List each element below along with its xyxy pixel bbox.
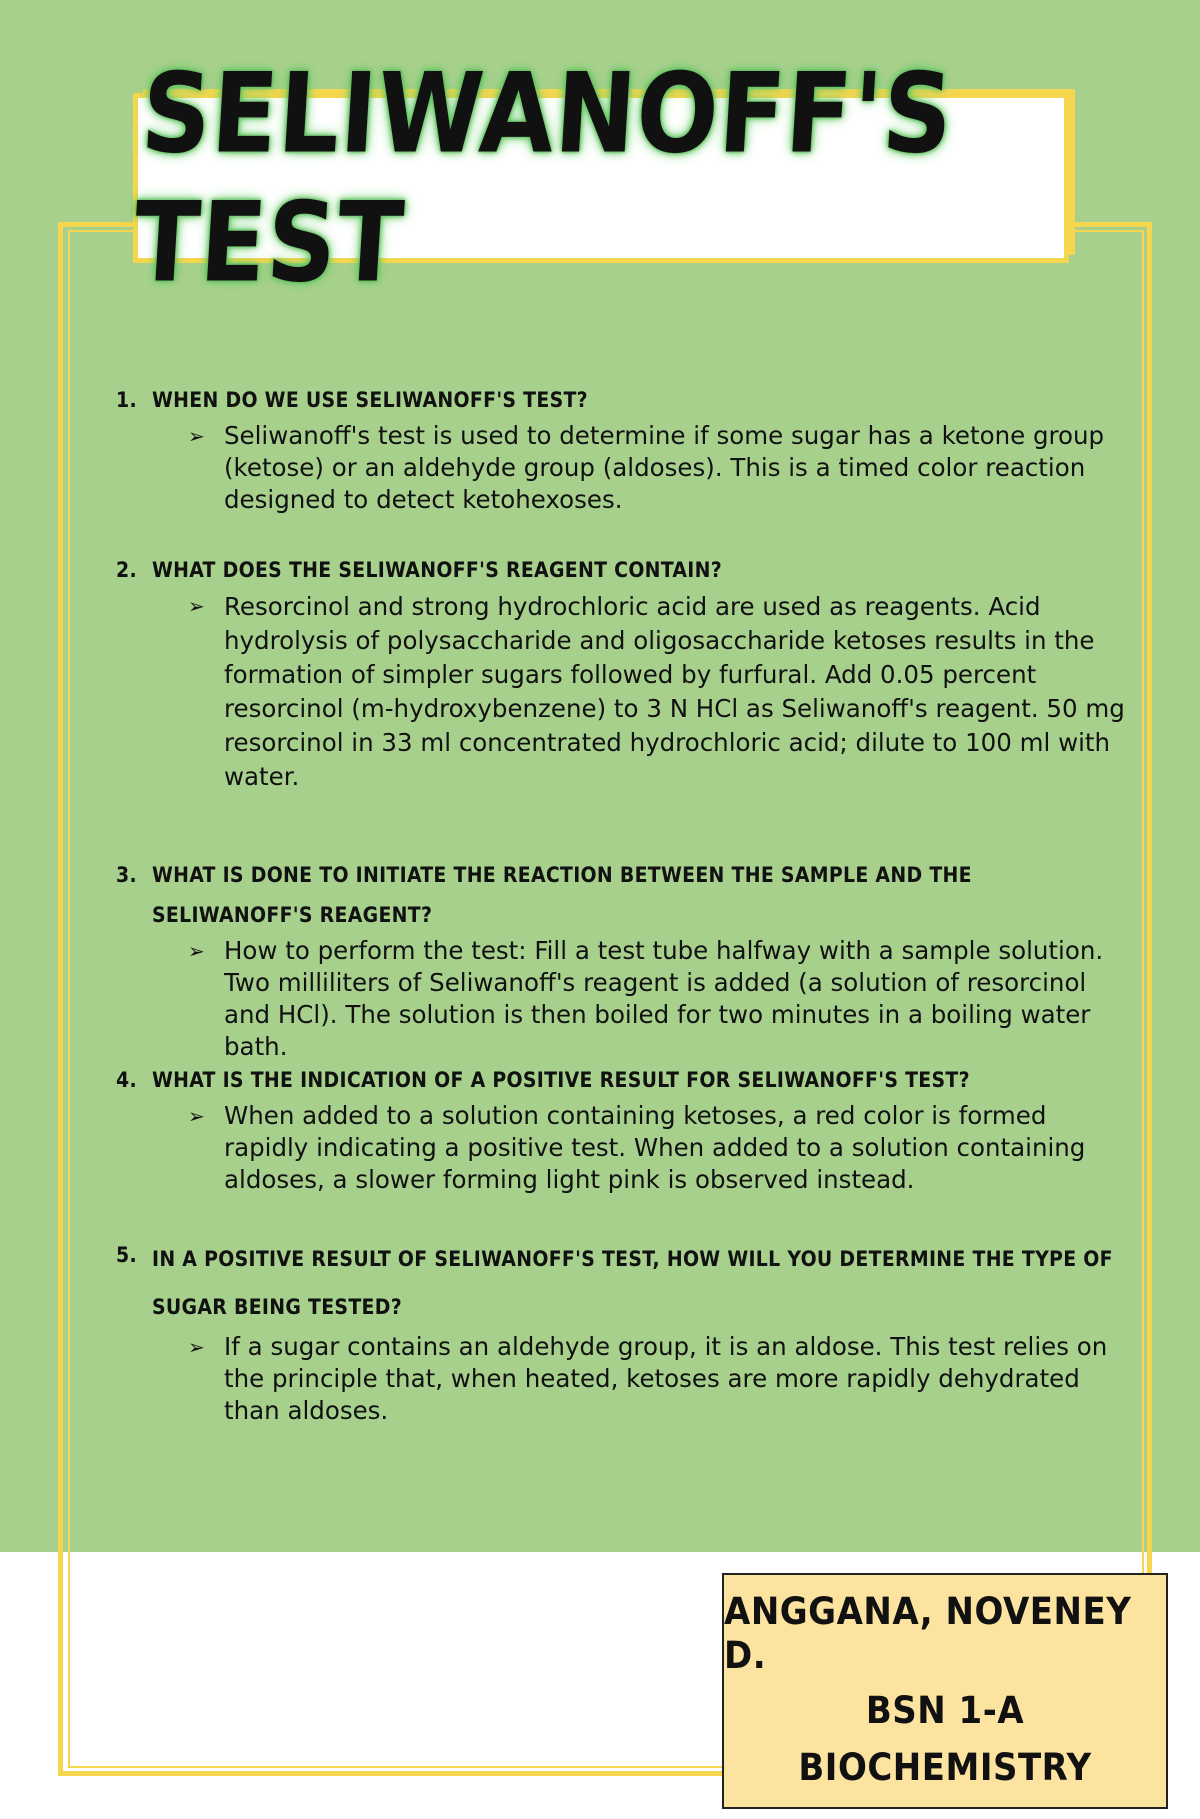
answer-text: Seliwanoff's test is used to determine if some sugar has a ketone group (ketose) or an aldehyde group (aldoses). This is a timed color reaction designed to detect ketohexoses. <box>224 421 1105 514</box>
qa-item <box>116 550 1136 794</box>
answer-text: If a sugar contains an aldehyde group, it is an aldose. This test relies on the principle that, when heated, ketoses are more rapidly dehydrated than aldoses. <box>224 1332 1108 1425</box>
question-number: 5. <box>116 1243 137 1267</box>
question-text: WHAT DOES THE SELIWANOFF'S REAGENT CONTAIN? <box>152 558 722 582</box>
question-text: WHEN DO WE USE SELIWANOFF'S TEST? <box>152 388 588 412</box>
question-text: IN A POSITIVE RESULT OF SELIWANOFF'S TEST, HOW WILL YOU DETERMINE THE TYPE OF SUGAR BEING TESTED? <box>152 1247 1113 1319</box>
arrow-bullet-icon: ➢ <box>188 594 205 618</box>
answer <box>188 1331 1136 1427</box>
qa-item <box>116 1060 1136 1196</box>
answer-text: When added to a solution containing ketoses, a red color is formed rapidly indicating a positive test. When added to a solution containing aldoses, a slower forming light pink is observed instead. <box>224 1101 1086 1194</box>
author-section: BSN 1-A <box>865 1688 1025 1733</box>
question-number: 1. <box>116 388 137 412</box>
qa-item <box>116 855 1136 1063</box>
question-number: 4. <box>116 1068 137 1092</box>
question <box>116 855 1136 935</box>
question <box>116 1060 1136 1100</box>
answer-text: How to perform the test: Fill a test tube halfway with a sample solution. Two milliliters of Seliwanoff's reagent is added (a solution of resorcinol and HCl). The solution is then boiled for two minutes in a boiling water bath. <box>224 936 1104 1061</box>
arrow-bullet-icon: ➢ <box>188 1104 205 1128</box>
question-number: 2. <box>116 558 137 582</box>
answer <box>188 935 1136 1063</box>
author-box <box>722 1573 1168 1809</box>
question-number: 3. <box>116 863 137 887</box>
qa-item <box>116 380 1136 516</box>
title-banner <box>130 49 1069 307</box>
answer <box>188 1100 1136 1196</box>
question <box>116 380 1136 420</box>
question <box>116 1235 1136 1331</box>
arrow-bullet-icon: ➢ <box>188 424 205 448</box>
question <box>116 550 1136 590</box>
answer <box>188 590 1136 794</box>
arrow-bullet-icon: ➢ <box>188 1335 205 1359</box>
question-text: WHAT IS THE INDICATION OF A POSITIVE RESULT FOR SELIWANOFF'S TEST? <box>152 1068 970 1092</box>
arrow-bullet-icon: ➢ <box>188 939 205 963</box>
page-title: SELIWANOFF'S TEST <box>130 49 957 307</box>
qa-item <box>116 1235 1136 1427</box>
answer <box>188 420 1136 516</box>
subject-name: BIOCHEMISTRY <box>798 1746 1092 1791</box>
answer-text: Resorcinol and strong hydrochloric acid are used as reagents. Acid hydrolysis of polysaccharide and oligosaccharide ketoses results in the formation of simpler sugars followed by furfural. Add 0.05 percent resorcinol (m-hydroxybenzene) to 3 N HCl as Seliwanoff's reagent. 50 mg resorcinol in 33 ml concentrated hydrochloric acid; dilute to 100 ml with water. <box>224 592 1125 791</box>
author-name: ANGGANA, NOVENEY D. <box>724 1589 1132 1678</box>
question-text: WHAT IS DONE TO INITIATE THE REACTION BETWEEN THE SAMPLE AND THE SELIWANOFF'S REAGENT? <box>152 863 972 927</box>
